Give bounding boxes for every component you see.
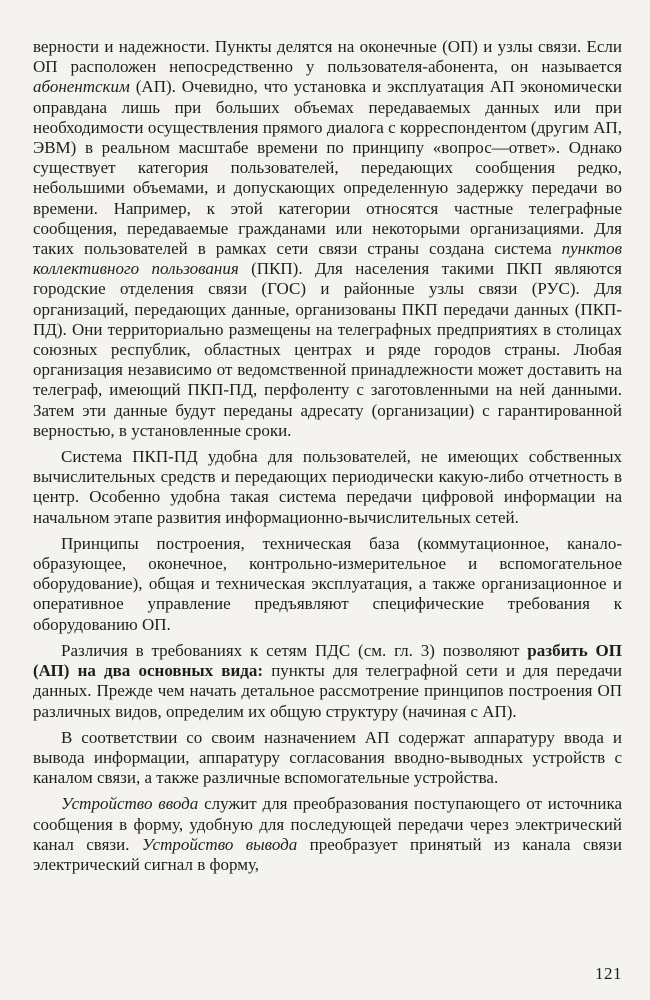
text-run: верности и надежности. Пункты делятся на оконечные (ОП) и узлы связи. Если ОП расположен непосредственно у пользователя-абонента, он называется [33,37,622,77]
text-run: служит для преобразования поступающего от источника сообщения в форму, удобную для последующей передачи через электрический канал связи. [33,794,622,854]
paragraph [33,728,622,789]
page-number: 121 [595,964,622,983]
paragraph [33,794,622,875]
paragraph [33,447,622,528]
text-run: Система ПКП-ПД удобна для пользователей, не имеющих собственных вычислительных средств и передающих периодически какую-либо отчетность в центр. Особенно удобна такая система передачи цифровой информации на начальном этапе развития информационно-вычислительных сетей. [33,447,622,527]
emphasized-term: пунктов коллективного пользования [33,239,622,279]
text-run: В соответствии со своим назначением АП содержат аппаратуру ввода и вывода информации, аппаратуру согласования вводно-выводных устройств с каналом связи, а также различные вспомогательные устройства. [33,727,622,788]
emphasized-term: абонентским [33,77,130,97]
emphasized-term: Устройство вывода [141,834,298,854]
text-run: пункты для телеграфной сети и для передачи данных. Прежде чем начать детальное рассмотрение принципов построения ОП различных видов, определим их общую структуру (начиная с АП). [33,661,622,721]
text-run: преобразует принятый из канала связи электрический сигнал в форму, [33,834,622,874]
text-run: Принципы построения, техническая база (коммутационное, канало-образующее, оконечное, контрольно-измерительное и вспомогательное оборудование), общая и техническая эксплуатация, а также организационное и оперативное управление предъявляют специфические требования к оборудованию ОП. [33,533,622,634]
body-text [33,37,622,875]
bold-phrase: разбить ОП (АП) на два основных вида: [33,640,622,681]
paragraph [33,37,622,441]
text-run: Различия в требованиях к сетям ПДС (см. гл. 3) позволяют [61,640,528,660]
text-run: (ПКП). Для населения такими ПКП являются городские отделения связи (ГОС) и районные узлы связи (РУС). Для организаций, передающих данные, организованы ПКП передачи данных (ПКП-ПД). Они территориально размещены на телеграфных предприятиях в столицах союзных республик, областных центрах и ряде городов страны. Любая организация независимо от ведомственной принадлежности может доставить на телеграф, имеющий ПКП-ПД, перфоленту с заготовленными на ней данными. Затем эти данные будут переданы адресату (организации) с гарантированной верностью, в установленные сроки. [33,259,622,440]
text-run: (АП). Очевидно, что установка и эксплуатация АП экономически оправдана лишь при больших объемах передаваемых данных или при необходимости осуществления прямого диалога с корреспондентом (другим АП, ЭВМ) в реальном масштабе времени по принципу «вопрос—ответ». Однако существует категория пользователей, передающих сообщения редко, небольшими объемами, и допускающих определенную задержку передачи во времени. Например, к этой категории относятся частные телеграфные сообщения, передаваемые гражданами или некоторыми организациями. Для таких пользователей в рамках сети связи страны создана система [33,77,622,259]
paragraph [33,534,622,635]
emphasized-term: Устройство ввода [61,794,199,814]
paragraph [33,641,622,722]
